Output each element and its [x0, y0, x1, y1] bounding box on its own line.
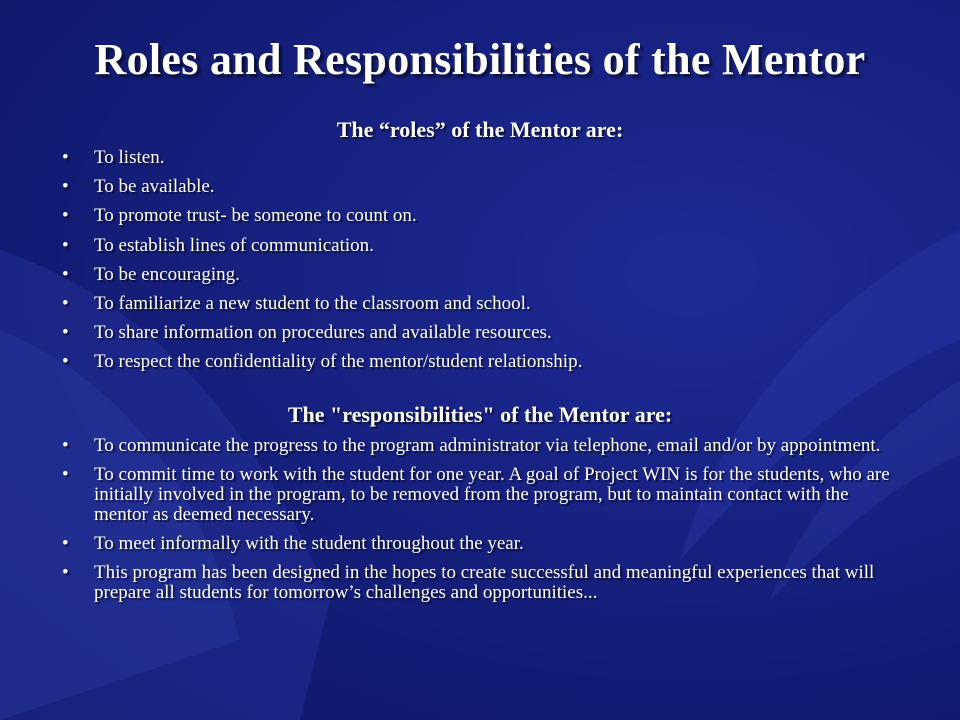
- responsibilities-heading: The "responsibilities" of the Mentor are:: [287, 402, 673, 427]
- bullet-icon: •: [62, 147, 69, 168]
- list-item: [62, 323, 892, 343]
- list-item: [62, 352, 892, 372]
- bullet-icon: •: [62, 351, 69, 373]
- bullet-icon: •: [62, 562, 69, 583]
- bullet-icon: •: [62, 435, 69, 456]
- list-item-text: To meet informally with the student throughout the year.: [94, 533, 524, 554]
- list-item: [62, 534, 892, 554]
- bullet-icon: •: [62, 322, 69, 344]
- roles-list: [62, 148, 892, 382]
- list-item-text: To be available.: [94, 176, 215, 198]
- list-item-text: To promote trust- be someone to count on.: [94, 205, 417, 227]
- bullet-icon: •: [62, 533, 69, 554]
- list-item: [62, 236, 892, 256]
- list-item: [62, 206, 892, 226]
- list-item: [62, 563, 892, 603]
- list-item: [62, 436, 892, 456]
- roles-heading: The “roles” of the Mentor are:: [336, 117, 624, 142]
- list-item: [62, 148, 892, 168]
- list-item-text: To communicate the progress to the program administrator via telephone, email and/or by appointment.: [94, 435, 881, 456]
- list-item-text: To share information on procedures and available resources.: [94, 322, 552, 344]
- bullet-icon: •: [62, 205, 69, 227]
- list-item: [62, 465, 892, 525]
- list-item-text: To respect the confidentiality of the mentor/student relationship.: [94, 351, 583, 373]
- slide-title: Roles and Responsibilities of the Mentor: [94, 35, 866, 84]
- list-item: [62, 177, 892, 197]
- list-item-text: To familiarize a new student to the classroom and school.: [94, 292, 531, 314]
- list-item-text: To listen.: [94, 147, 165, 168]
- list-item-text: This program has been designed in the hopes to create successful and meaningful experiences that will prepare all students for tomorrow’s challenges and opportunities...: [94, 562, 875, 603]
- list-item-text: To be encouraging.: [94, 263, 240, 285]
- list-item: [62, 294, 892, 314]
- bullet-icon: •: [62, 464, 69, 485]
- list-item: [62, 265, 892, 285]
- bullet-icon: •: [62, 263, 69, 285]
- list-item-text: To commit time to work with the student for one year. A goal of Project WIN is for the students, who are initially involved in the program, to be removed from the program, but to maintain contact with the mentor as deemed necessary.: [94, 464, 890, 525]
- responsibilities-list: [62, 436, 892, 612]
- bullet-icon: •: [62, 176, 69, 198]
- bullet-icon: •: [62, 234, 69, 256]
- list-item-text: To establish lines of communication.: [94, 234, 374, 256]
- bullet-icon: •: [62, 292, 69, 314]
